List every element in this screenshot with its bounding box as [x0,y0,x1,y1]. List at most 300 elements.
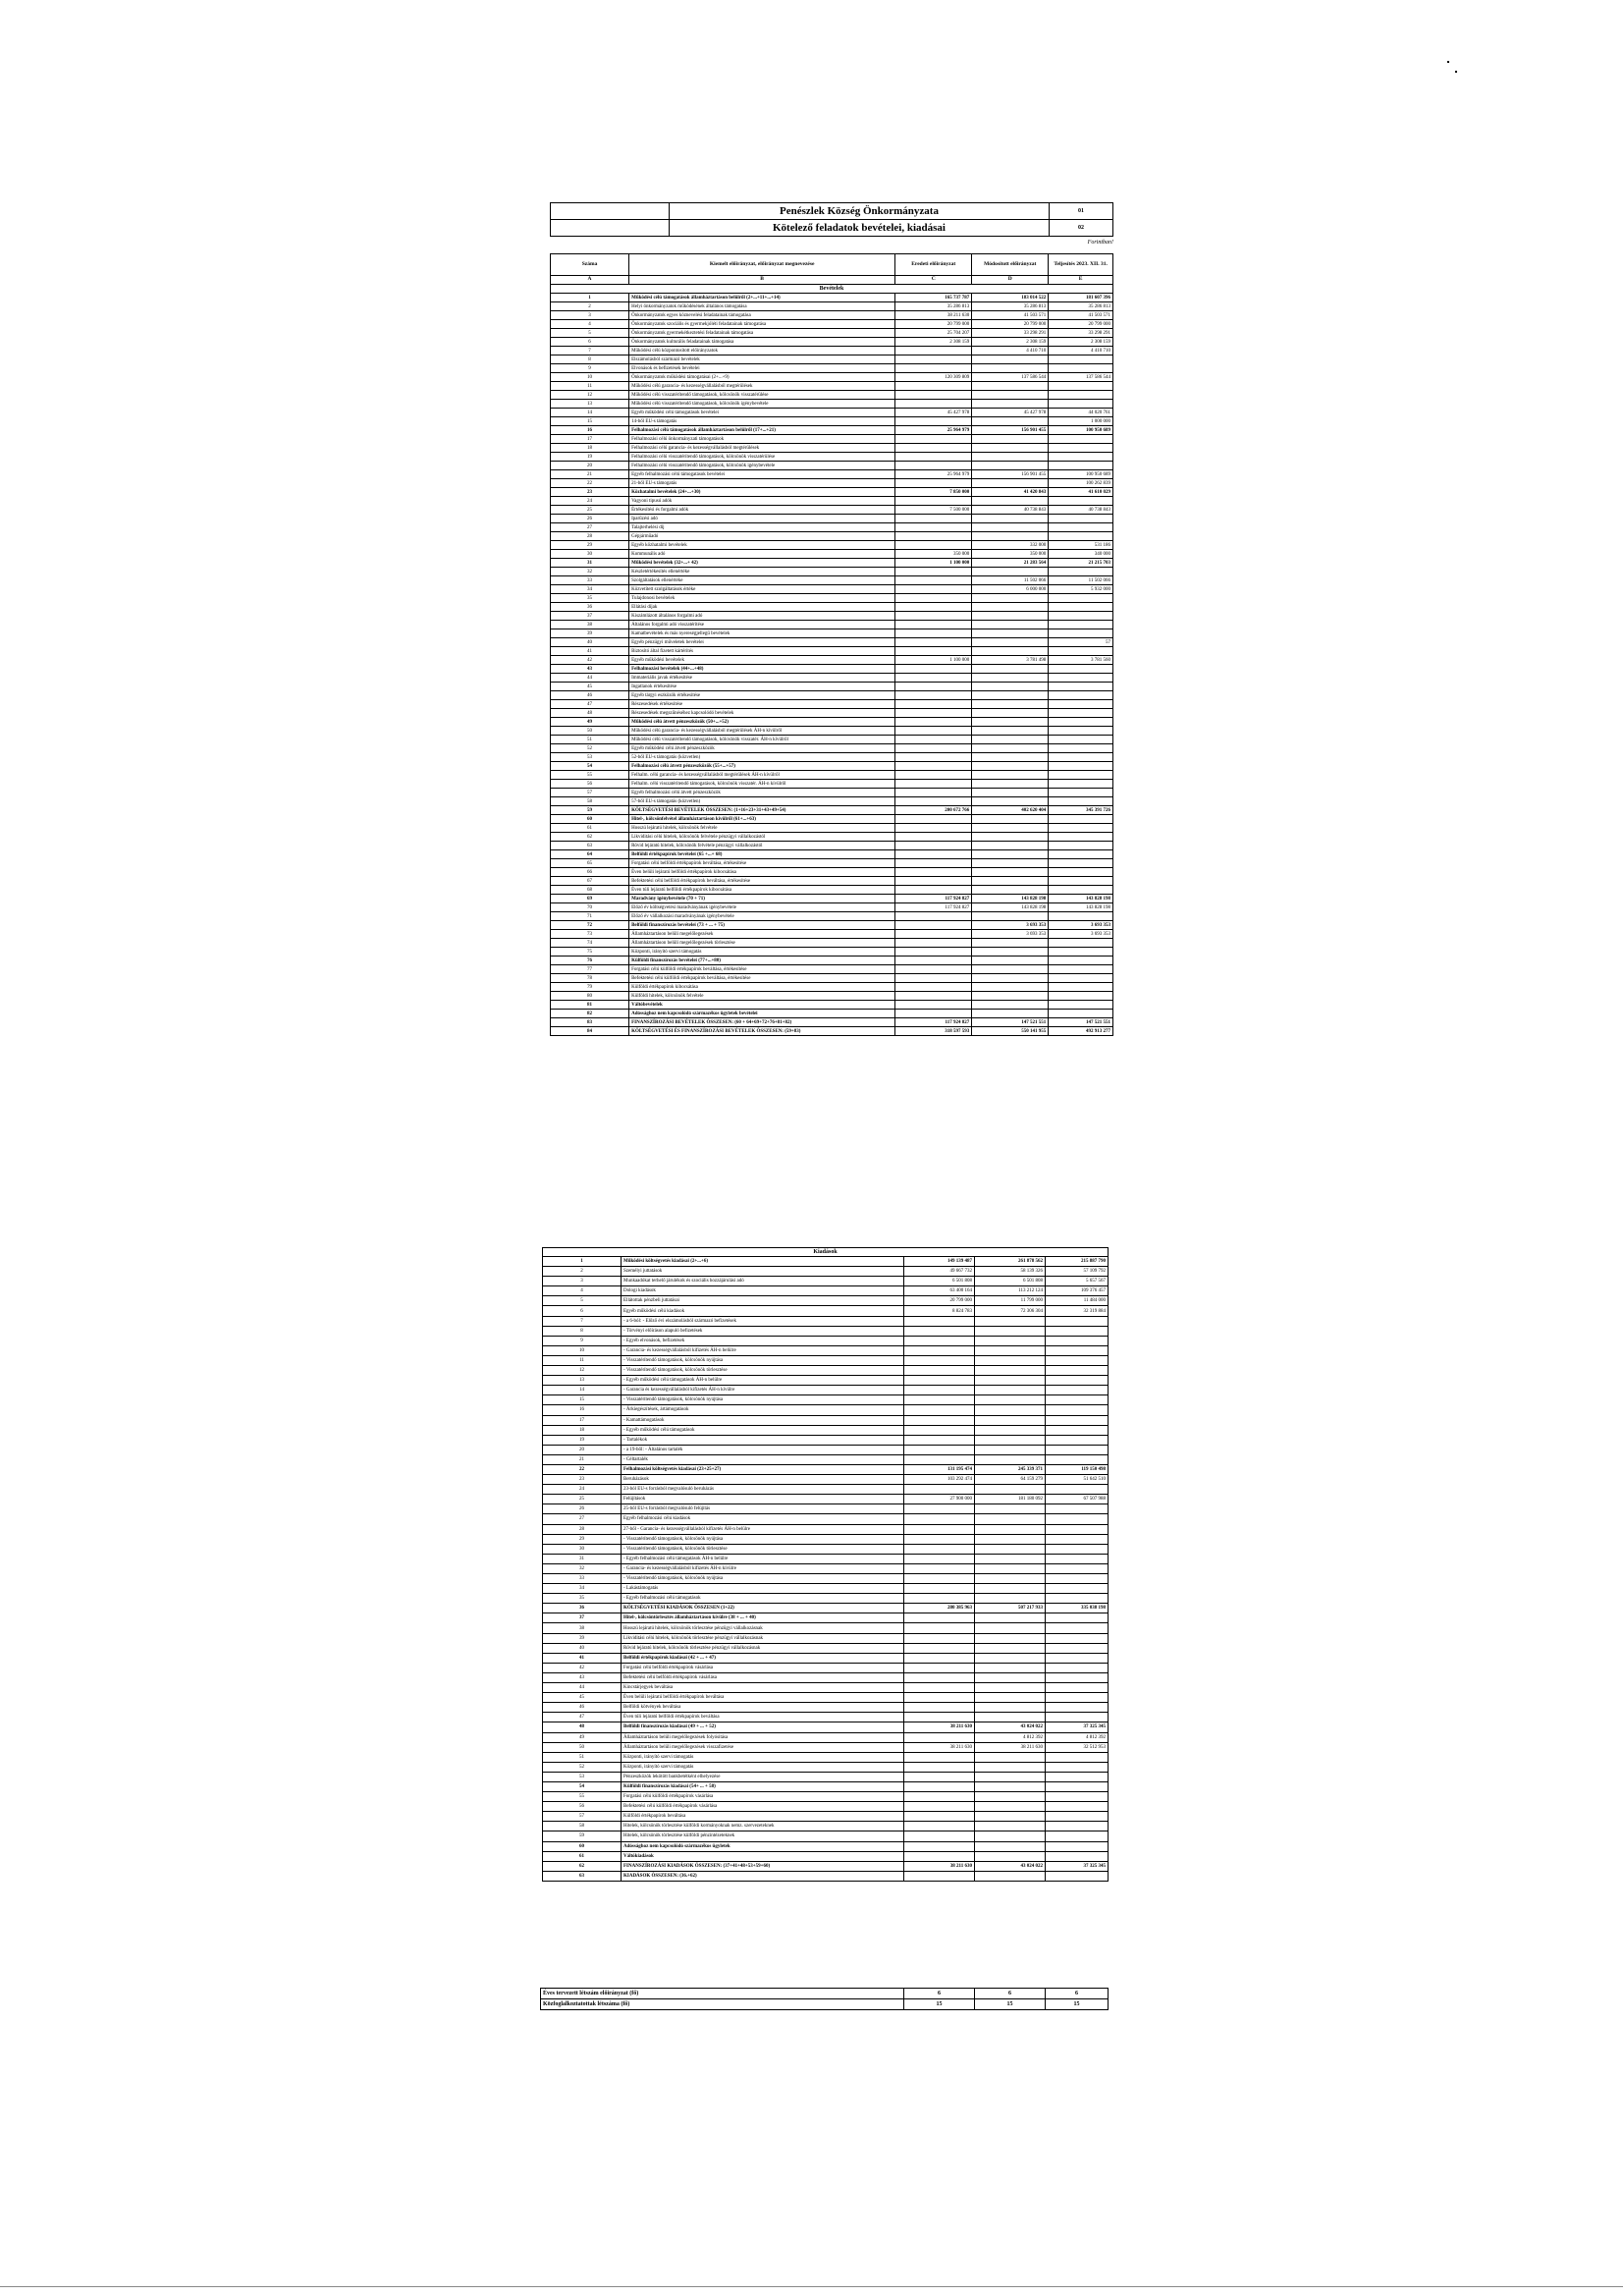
letter-b: B [629,276,895,285]
original-value [904,1594,975,1604]
actual-value [1046,1613,1109,1623]
row-number: 60 [543,1841,622,1851]
row-number: 43 [551,665,629,674]
original-value [904,1376,975,1386]
actual-value [1049,629,1113,638]
row-number: 4 [551,320,629,329]
actual-value: 11 502 066 [1049,576,1113,585]
original-value [895,939,972,948]
row-number: 28 [551,532,629,541]
row-number: 11 [551,382,629,391]
actual-value [1046,1752,1109,1762]
row-label: - Egyéb működési célú támogatások ÁH-n belülre [622,1376,904,1386]
original-value: 350 000 [895,550,972,559]
modified-value [972,736,1049,744]
original-value [895,479,972,488]
table-row [551,771,1113,780]
row-label: Közhatalmi bevételek (24+...+30) [629,488,895,497]
table-row [551,1018,1113,1027]
table-row [551,409,1113,417]
original-value [895,683,972,691]
row-number: 42 [543,1663,622,1672]
row-number: 40 [551,638,629,647]
modified-value [975,1831,1046,1841]
original-value [895,824,972,833]
row-number: 22 [551,479,629,488]
original-value [904,1822,975,1831]
modified-value [975,1781,1046,1791]
table-row [543,1563,1109,1573]
actual-value [1049,691,1113,700]
revenue-rows [551,294,1113,1036]
row-label: Kommunális adó [629,550,895,559]
modified-value [972,868,1049,877]
actual-value: 181 607 396 [1049,294,1113,302]
original-value [904,1792,975,1802]
row-label: Felhalmozási célú garancia- és kezességvállalásból megtérülések [629,444,895,453]
actual-value [1049,780,1113,789]
actual-value [1049,391,1113,400]
original-value [895,541,972,550]
row-number: 36 [551,603,629,612]
row-label: Elvonások és befizetések bevételei [629,364,895,373]
modified-value: 350 000 [972,550,1049,559]
actual-value [1049,382,1113,391]
modified-value: 11 799 000 [975,1296,1046,1306]
row-label: - Visszatérítendő támogatások, kölcsönök nyújtása [622,1534,904,1544]
modified-value [972,992,1049,1001]
scan-edge-line [0,2286,1623,2287]
actual-value [1049,497,1113,506]
expenditure-rows [543,1257,1109,1882]
row-label: Működési célú visszatérítendő támogatások, kölcsönök igénybevétele [629,400,895,409]
row-label: Felhalmozási célú támogatások államháztartáson belülről (17+...+21) [629,426,895,435]
modified-value [975,1326,1046,1336]
row-number: 1 [551,294,629,302]
table-row [551,877,1113,886]
row-label: Államháztartáson belüli megelőlegezések törlesztése [629,939,895,948]
row-number: 3 [551,311,629,320]
original-value [895,523,972,532]
modified-value [975,1366,1046,1376]
table-row [543,1663,1109,1672]
original-value [895,992,972,1001]
actual-value: 119 150 498 [1046,1464,1109,1474]
original-value [904,1405,975,1415]
original-value [904,1514,975,1524]
row-label: Előző év költségvetési maradványának igénybevétele [629,903,895,912]
original-value [904,1703,975,1713]
original-value: 38 211 630 [904,1742,975,1752]
row-label: Ellátottak pénzbeli juttatásai [622,1296,904,1306]
original-value [895,815,972,824]
actual-value: 335 038 198 [1046,1604,1109,1613]
modified-value [975,1405,1046,1415]
modified-value [972,939,1049,948]
row-label: Működési célú támogatások államháztartáson belülről (2+...+11+...+14) [629,294,895,302]
table-row [543,1722,1109,1732]
original-value: 25 964 979 [895,426,972,435]
modified-value [972,983,1049,992]
table-row [551,683,1113,691]
row-label: 23-ból EU-s forrásból megvalósuló beruházás [622,1485,904,1495]
row-label: Kiszámlázott általános forgalmi adó [629,612,895,621]
row-label: Államháztartáson belüli megelőlegezések folyósítása [622,1732,904,1742]
modified-value [975,1415,1046,1425]
table-row [543,1415,1109,1425]
row-label: Forgatási célú belföldi értékpapírok beváltása, értékesítése [629,859,895,868]
row-label: Előző év vállalkozási maradványának igénybevétele [629,912,895,921]
original-value: 131 195 474 [904,1464,975,1474]
table-row [551,912,1113,921]
table-row [551,364,1113,373]
table-row [543,1316,1109,1326]
actual-value: 1 000 000 [1049,417,1113,426]
row-label: Felhalm. célú garancia- és kezességvállalásból megtérülések ÁH-n kívülről [629,771,895,780]
row-number: 51 [543,1752,622,1762]
original-value [895,364,972,373]
row-label: - Visszatérítendő támogatások, kölcsönök nyújtása [622,1355,904,1365]
table-row [543,1822,1109,1831]
row-number: 61 [551,824,629,833]
original-value [904,1336,975,1345]
table-row [543,1703,1109,1713]
row-label: Központi, irányító szervi támogatás [622,1752,904,1762]
original-value: 27 900 000 [904,1495,975,1504]
modified-value: 2 308 159 [972,338,1049,347]
actual-value [1046,1772,1109,1781]
row-number: 30 [543,1544,622,1554]
actual-value [1049,435,1113,444]
table-row [543,1524,1109,1534]
row-number: 41 [543,1653,622,1663]
row-number: 71 [551,912,629,921]
modified-value: 6 501 808 [975,1277,1046,1286]
original-value [895,435,972,444]
row-number: 15 [551,417,629,426]
original-value [895,842,972,850]
original-value: 6 501 808 [904,1277,975,1286]
modified-value [972,515,1049,523]
row-number: 81 [551,1001,629,1010]
row-label: - Egyéb felhalmozási célú támogatások [622,1594,904,1604]
original-value [895,638,972,647]
modified-value: 113 212 124 [975,1286,1046,1296]
original-value [895,921,972,930]
modified-value [975,1454,1046,1464]
row-label: - Törvényi előíráson alapuló befizetések [622,1326,904,1336]
row-number: 6 [543,1306,622,1316]
original-value: 45 427 978 [895,409,972,417]
modified-value: 4 410 710 [972,347,1049,355]
modified-value [972,753,1049,762]
original-value [904,1643,975,1653]
modified-value: 4 812 392 [975,1732,1046,1742]
modified-value: 45 427 978 [972,409,1049,417]
row-number: 59 [551,806,629,815]
row-label: Tulajdonosi bevételek [629,594,895,603]
row-label: Befektetési célú külföldi értékpapírok vásárlása [622,1802,904,1812]
table-row [543,1495,1109,1504]
expenditure-section-row [543,1248,1109,1257]
row-number: 12 [543,1366,622,1376]
staff-label: Közfoglalkoztatottak létszáma (fő) [541,1999,904,2010]
row-label: Likviditási célú hitelek, kölcsönök felvétele pénzügyi vállalkozástól [629,833,895,842]
original-value [904,1485,975,1495]
original-value [895,453,972,462]
table-row [543,1781,1109,1791]
original-value [895,462,972,470]
modified-value [972,833,1049,842]
modified-value [975,1623,1046,1633]
actual-value [1049,647,1113,656]
row-label: Egyéb felhalmozási célú kiadások [622,1514,904,1524]
original-value [895,957,972,965]
original-value [895,515,972,523]
actual-value [1049,974,1113,983]
original-value [904,1524,975,1534]
actual-value [1046,1563,1109,1573]
original-value [904,1355,975,1365]
original-value [895,621,972,629]
actual-value [1049,665,1113,674]
revenue-letter-row [551,276,1113,285]
modified-value [972,789,1049,797]
row-number: 2 [543,1267,622,1277]
row-label: Gépjárműadó [629,532,895,541]
row-label: Belföldi értékpapírok kiadásai (42 + ... + 47) [622,1653,904,1663]
row-label: 21-ből EU-s támogatás [629,479,895,488]
actual-value: 5 932 000 [1049,585,1113,594]
table-row [551,523,1113,532]
modified-value [975,1802,1046,1812]
modified-value [972,700,1049,709]
modified-value [975,1534,1046,1544]
actual-value [1049,453,1113,462]
table-row [551,382,1113,391]
staff-modified: 15 [975,1999,1046,2010]
table-row [543,1286,1109,1296]
modified-value [975,1683,1046,1693]
staff-actual: 6 [1046,1989,1109,1999]
row-label: Működési célú visszatérítendő támogatások, kölcsönök visszatér. ÁH-n kívülről [629,736,895,744]
row-number: 45 [543,1693,622,1703]
row-label: Befektetési célú belföldi értékpapírok vásárlása [622,1672,904,1682]
row-number: 47 [543,1713,622,1722]
table-row [543,1296,1109,1306]
table-row [543,1653,1109,1663]
table-row [551,515,1113,523]
expenditure-section-title: Kiadások [543,1248,1109,1257]
modified-value [972,886,1049,895]
original-value [895,612,972,621]
row-label: Belföldi kötvények beváltása [622,1703,904,1713]
original-value: 1 100 000 [895,656,972,665]
row-label: 52-ből EU-s támogatás (közvetlen) [629,753,895,762]
original-value [895,868,972,877]
table-row [543,1841,1109,1851]
row-number: 57 [551,789,629,797]
actual-value: 5 657 567 [1046,1277,1109,1286]
original-value: 120 309 809 [895,373,972,382]
actual-value [1049,612,1113,621]
row-number: 24 [551,497,629,506]
table-row [551,895,1113,903]
modified-value [975,1554,1046,1563]
row-number: 14 [551,409,629,417]
staff-original: 6 [904,1989,975,1999]
row-number: 48 [551,709,629,718]
modified-value [972,435,1049,444]
original-value: 200 672 766 [895,806,972,815]
original-value [904,1554,975,1563]
actual-value [1046,1366,1109,1376]
original-value [904,1841,975,1851]
actual-value [1049,939,1113,948]
row-label: Személyi juttatások [622,1267,904,1277]
row-number: 23 [551,488,629,497]
row-label: Forgatási célú külföldi értékpapírok beváltása, értékesítése [629,965,895,974]
row-label: 27-ből - Garancia- és kezességvállalásból kifizetés ÁH-n belülre [622,1524,904,1534]
row-label: Beruházások [622,1475,904,1485]
original-value [904,1732,975,1742]
table-row [543,1464,1109,1474]
row-label: Egyéb működési célú átvett pénzeszközök [629,744,895,753]
row-label: Ellátási díjak [629,603,895,612]
table-row [551,727,1113,736]
actual-value [1046,1762,1109,1772]
original-value [904,1544,975,1554]
revenue-table [550,253,1113,1036]
actual-value [1049,515,1113,523]
modified-value [975,1851,1046,1861]
table-row [551,1001,1113,1010]
table-row [543,1326,1109,1336]
modified-value: 3 693 353 [972,921,1049,930]
table-row [551,691,1113,700]
table-row [551,736,1113,744]
actual-value [1049,462,1113,470]
modified-value [972,400,1049,409]
table-row [551,621,1113,629]
row-label: FINANSZÍROZÁSI KIADÁSOK ÖSSZESEN: (37+41+48+53+59+60) [622,1861,904,1871]
actual-value: 40 738 843 [1049,506,1113,515]
actual-value [1046,1405,1109,1415]
row-number: 19 [551,453,629,462]
actual-value [1049,965,1113,974]
original-value [895,382,972,391]
modified-value: 38 211 630 [975,1742,1046,1752]
row-number: 60 [551,815,629,824]
actual-value [1046,1386,1109,1395]
original-value: 38 211 630 [904,1722,975,1732]
modified-value [975,1574,1046,1584]
table-row [551,674,1113,683]
original-value [895,736,972,744]
actual-value [1049,744,1113,753]
row-number: 25 [543,1495,622,1504]
table-row [551,886,1113,895]
table-row [551,868,1113,877]
actual-value [1049,364,1113,373]
original-value [904,1366,975,1376]
actual-value [1049,762,1113,771]
original-value: 49 667 732 [904,1267,975,1277]
actual-value [1046,1792,1109,1802]
row-label: 25-ből EU-s forrásból megvalósuló felújítás [622,1504,904,1514]
actual-value: 32 319 884 [1046,1306,1109,1316]
modified-value [972,665,1049,674]
row-label: Adóssághoz nem kapcsolódó származékos ügyletek bevételei [629,1010,895,1018]
original-value [904,1802,975,1812]
actual-value [1049,833,1113,842]
actual-value [1049,859,1113,868]
unit-label: Forintban! [1087,240,1113,246]
actual-value: 11 484 000 [1046,1296,1109,1306]
row-number: 20 [543,1445,622,1454]
actual-value: 37 325 345 [1046,1722,1109,1732]
row-number: 44 [543,1683,622,1693]
row-number: 50 [551,727,629,736]
row-number: 7 [543,1316,622,1326]
original-value [904,1851,975,1861]
table-row [543,1306,1109,1316]
modified-value [975,1425,1046,1435]
table-row [551,338,1113,347]
modified-value [975,1812,1046,1822]
actual-value: 33 298 291 [1049,329,1113,338]
original-value [904,1672,975,1682]
actual-value [1046,1514,1109,1524]
actual-value [1049,868,1113,877]
row-label: Önkormányzatok kulturális feladatainak támogatása [629,338,895,347]
actual-value [1049,771,1113,780]
row-number: 5 [543,1296,622,1306]
scan-speck [1447,61,1449,63]
table-row [551,355,1113,364]
actual-value [1046,1584,1109,1594]
modified-value [972,674,1049,683]
actual-value [1049,444,1113,453]
row-number: 37 [543,1613,622,1623]
modified-value [972,594,1049,603]
table-row [551,700,1113,709]
row-label: KÖLTSÉGVETÉSI KIADÁSOK ÖSSZESEN (1+22) [622,1604,904,1613]
row-number: 38 [551,621,629,629]
table-row [543,1762,1109,1772]
original-value [895,674,972,683]
original-value [895,797,972,806]
actual-value [1046,1425,1109,1435]
row-number: 12 [551,391,629,400]
table-row [551,789,1113,797]
table-row [543,1514,1109,1524]
table-row [551,948,1113,957]
row-label: Külföldi hitelek, kölcsönök felvétele [629,992,895,1001]
actual-value [1046,1544,1109,1554]
actual-value: 20 799 000 [1049,320,1113,329]
original-value [895,965,972,974]
actual-value [1049,568,1113,576]
original-value [895,859,972,868]
actual-value: 67 507 988 [1046,1495,1109,1504]
row-label: Kincstárjegyek beváltása [622,1683,904,1693]
actual-value: 143 828 198 [1049,895,1113,903]
modified-value: 43 024 022 [975,1861,1046,1871]
table-row [551,550,1113,559]
row-number: 22 [543,1464,622,1474]
modified-value: 3 693 353 [972,930,1049,939]
